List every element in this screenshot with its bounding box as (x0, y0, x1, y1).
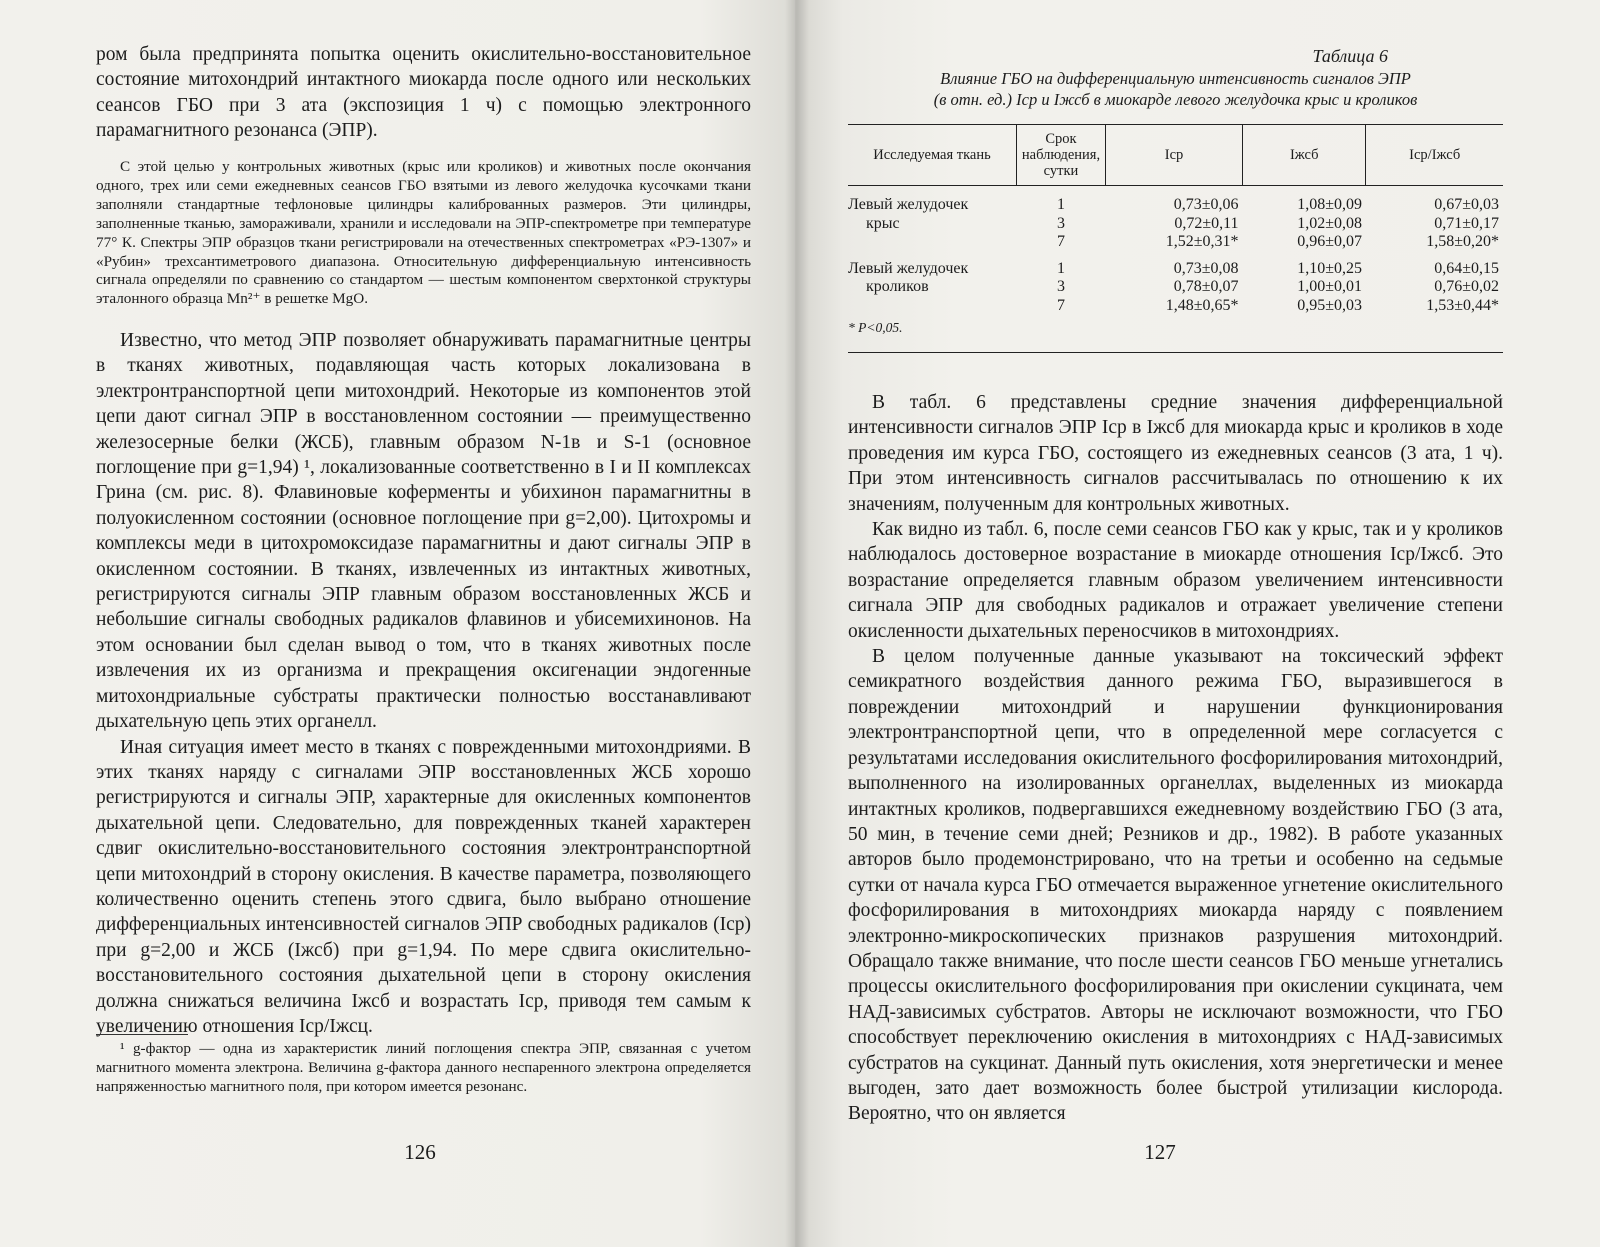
ratio-cell: 1,58±0,20* (1426, 233, 1499, 250)
tissue-cell (848, 297, 1017, 316)
right-paragraph-3: В целом полученные данные указывают на токсический эффект семикратного воздействия данного режима ГБО, выразившегося в повреждении митохондрий и нарушении функционирования электронтранспортной цепи, что в определенной мере согласуется с результатами исследования окислительного фосфорилирования митохондрий, выполненного на изолированных органеллах, выделенных из миокарда интактных кроликов, подвергавшихся ежедневному воздействию ГБО (3 ата, 50 мин, в течение семи дней; Резников и др., 1982). В работе указанных авторов было продемонстрировано, что на третьи и особенно на седьмые сутки от начала курса ГБО отмечается выраженное угнетение окислительного фосфорилирования в митохондриях миокарда наряду с появлением электронно-микроскопических признаков разрушения митохондрий. Обращало также внимание, что после шести сеансов ГБО меньше угнетались процессы окислительного фосфорилирования при окислении сукцината, чем НАД-зависимых субстратов. Авторы не исключают возможности, что ГБО способствует переключению окисления в митохондриях с НАД-зависимых субстратов на сукцинат. Данный путь окисления, хотя энергетически и менее выгоден, зато дает возможность более быстрой утилизации кислорода. Вероятно, что он является (848, 646, 1503, 1125)
ratio-cell: 0,76±0,02 (1434, 278, 1499, 295)
izhsb-cell: 1,00±0,01 (1297, 278, 1362, 295)
day-cell: 1 (1057, 259, 1065, 277)
day-cell: 7 (1057, 296, 1065, 314)
left-body (96, 328, 751, 1039)
header-ratio: Iср/Iжсб (1366, 125, 1503, 186)
book-gutter (785, 0, 809, 1247)
table-bottom-rule (848, 352, 1503, 353)
icr-cell: 1,52±0,31* (1165, 233, 1239, 250)
header-tissue: Исследуемая ткань (848, 125, 1017, 186)
table-row (848, 233, 1503, 252)
table-row (848, 215, 1503, 234)
izhsb-cell: 0,96±0,07 (1297, 233, 1362, 250)
ratio-cell: 0,64±0,15 (1434, 259, 1499, 277)
izhsb-cell: 0,95±0,03 (1297, 296, 1362, 314)
table-caption (848, 44, 1503, 110)
table-label: Таблица 6 (1312, 46, 1388, 66)
left-footnote-text: ¹ g-фактор — одна из характеристик линий поглощения спектра ЭПР, связанная с учетом магнитного момента электрона. Величина g-фактора данного неспаренного электрона определяется напряженностью магнитного поля, при котором имеется резонанс. (96, 1040, 751, 1095)
table-note: * P<0,05. (848, 320, 903, 335)
ratio-cell: 0,67±0,03 (1434, 196, 1499, 213)
ratio-cell: 0,71±0,17 (1434, 214, 1499, 232)
table-row (848, 186, 1503, 215)
left-methods-paragraph (96, 158, 751, 309)
left-footnote (96, 1040, 751, 1097)
header-day: Срок наблюдения, сутки (1017, 125, 1106, 186)
icr-cell: 0,78±0,07 (1173, 278, 1239, 295)
left-intro-text: ром была предпринята попытка оценить окислительно-восстановительное состояние митохондрий интактного миокарда после одного или нескольких сеансов ГБО при 3 ата (экспозиция 1 ч) с помощью электронного парамагнитного резонанса (ЭПР). (96, 44, 751, 142)
table-row (848, 252, 1503, 279)
table-header-row (848, 125, 1503, 186)
left-paragraph-1: Известно, что метод ЭПР позволяет обнаруживать парамагнитные центры в тканях животных, подавляющая часть которых локализована в электронтранспортной цепи митохондрий. Некоторые из компонентов этой цепи дают сигнал ЭПР в восстановленном состоянии — преимущественно железосерные белки (ЖСБ), главным образом N-1в и S-1 (основное поглощение при g=1,94) ¹, локализованные соответственно в I и II комплексах Грина (см. рис. 8). Флавиновые коферменты и убихинон парамагнитны в полуокисленном состоянии (основное поглощение при g=2,00). Цитохромы и комплексы меди в цитохромоксидазе парамагнитны и дают сигналы ЭПР в окисленном состоянии. В тканях, извлеченных из интактных животных, регистрируются сигналы ЭПР главным образом восстановленных ЖСБ и небольшие сигналы свободных радикалов флавинов и убисемихинонов. На этом основании был сделан вывод о том, что в тканях животных после извлечения их из организма и прекращения оксигенации эндогенные митохондриальные субстраты практически полностью восстанавливают дыхательную цепь этих органелл. (96, 330, 751, 733)
table-row (848, 297, 1503, 316)
izhsb-cell: 1,02±0,08 (1297, 214, 1362, 232)
right-paragraph-2: Как видно из табл. 6, после семи сеансов ГБО как у крыс, так и у кроликов наблюдалось достоверное возрастание в миокарде отношения Iср/Iжсб. Это возрастание определяется главным образом увеличением интенсивности сигнала ЭПР для свободных радикалов и отражает увеличение степени окисленности дыхательных переносчиков в митохондриях. (848, 519, 1503, 642)
tissue-cell: Левый желудочек (848, 196, 969, 213)
ratio-cell: 1,53±0,44* (1426, 296, 1499, 314)
icr-cell: 0,73±0,08 (1173, 259, 1239, 277)
day-cell: 3 (1057, 278, 1065, 295)
icr-cell: 0,72±0,11 (1174, 214, 1239, 232)
table-title-line-2: (в отн. ед.) Iср и Iжсб в миокарде левого желудочка крыс и кроликов (933, 90, 1418, 109)
tissue-cell: кроликов (866, 278, 929, 295)
header-icr: Iср (1106, 125, 1243, 186)
izhsb-cell: 1,10±0,25 (1297, 259, 1362, 277)
day-cell: 1 (1057, 196, 1065, 213)
tissue-cell: Левый желудочек (848, 259, 969, 277)
left-intro-paragraph (96, 42, 751, 144)
tissue-cell (848, 233, 1017, 252)
right-paragraph-1: В табл. 6 представлены средние значения дифференциальной интенсивности сигналов ЭПР Iср в Iжсб для миокарда крыс и кроликов в ходе проведения им курса ГБО, состоящего из ежедневных сеансов (3 ата, 1 ч). При этом интенсивность сигналов рассчитывалась по отношению к их значениям, полученным для контрольных животных. (848, 392, 1503, 515)
day-cell: 3 (1057, 214, 1065, 232)
footnote-rule (96, 1034, 188, 1035)
table-title-line-1: Влияние ГБО на дифференциальную интенсивность сигналов ЭПР (940, 69, 1411, 88)
left-paragraph-2: Иная ситуация имеет место в тканях с поврежденными митохондриями. В этих тканях наряду с сигналами ЭПР восстановленных ЖСБ хорошо регистрируются и сигналы ЭПР, характерные для окисленных компонентов дыхательной цепи. Следовательно, для поврежденных тканей характерен сдвиг окислительно-восстановительного состояния электронтранспортной цепи митохондрий в сторону окисления. В качестве параметра, позволяющего количественно оценить степень этого сдвига, было выбрано отношение дифференциальных интенсивностей сигналов ЭПР свободных радикалов (Iср) при g=2,00 и ЖСБ (Iжсб) при g=1,94. По мере сдвига окислительно-восстановительного состояния дыхательной цепи в сторону окисления должна снижаться величина Iжсб и возрастать Iср, приводя тем самым к увеличению отношения Iср/Iжсц. (96, 736, 751, 1037)
right-body (848, 390, 1503, 1127)
data-table (848, 124, 1503, 315)
right-page-number: 127 (1144, 1140, 1176, 1164)
left-methods-text: С этой целью у контрольных животных (крыс или кроликов) и животных после окончания одного, трех или семи ежедневных сеансов ГБО взятыми из левого желудочка кусочками ткани заполняли стандартные тефлоновые цилиндры калиброванных размеров. Эти цилиндры, заполненные тканью, замораживали, хранили и исследовали на ЭПР-спектрометре при температуре 77° К. Спектры ЭПР образцов ткани регистрировали на отечественных спектрометрах «РЭ-1307» и «Рубин» трехсантиметрового диапазона. Относительную дифференциальную интенсивность сигнала определяли по сравнению со стандартом — шестым компонентом сверхтонкой структуры эталонного образца Mn²⁺ в решетке MgO. (96, 158, 751, 308)
header-izhsb: Iжсб (1243, 125, 1366, 186)
left-page-number: 126 (404, 1140, 436, 1164)
tissue-cell: крыс (866, 214, 900, 232)
icr-cell: 1,48±0,65* (1165, 296, 1239, 314)
table-row (848, 278, 1503, 297)
day-cell: 7 (1057, 233, 1065, 250)
izhsb-cell: 1,08±0,09 (1297, 196, 1362, 213)
icr-cell: 0,73±0,06 (1173, 196, 1239, 213)
